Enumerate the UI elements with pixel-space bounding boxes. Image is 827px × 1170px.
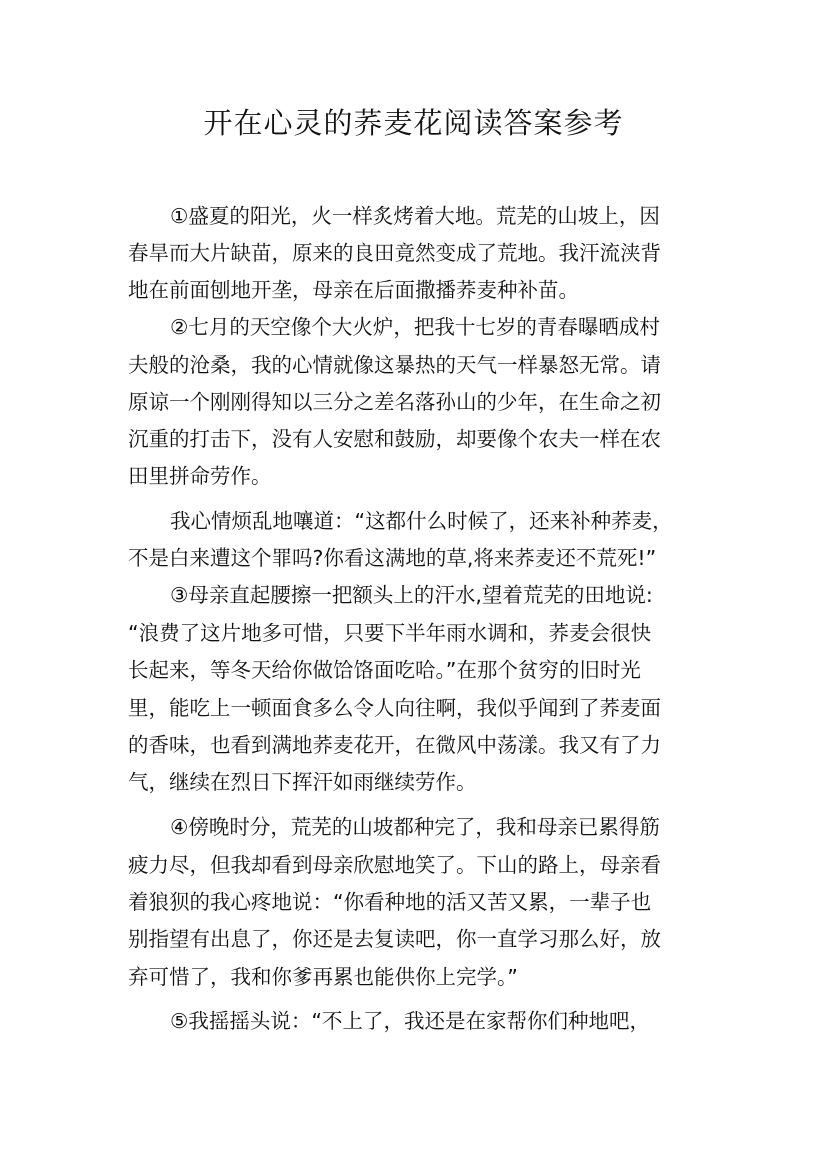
text-line: 着狼狈的我心疼地说：“你看种地的活又苦又累，一辈子也 [128,890,652,914]
text-line: 地在前面刨地开垄，母亲在后面撒播荞麦种补苗。 [128,278,579,302]
text-line: 里，能吃上一顿面食多么令人向往啊，我似乎闻到了荞麦面 [128,696,661,720]
text-line: 田里拼命劳作。 [128,464,272,488]
text-line: ③母亲直起腰擦一把额头上的汗水,望着荒芜的田地说: [170,583,653,607]
text-line: 我心情烦乱地嚷道：“这都什么时候了，还来补种荞麦， [170,509,673,533]
text-line: 长起来，等冬天给你做饸饹面吃哈。”在那个贫穷的旧时光 [128,658,641,682]
text-line: ②七月的天空像个大火炉，把我十七岁的青春曝晒成村 [170,315,660,339]
text-line: 夫般的沧桑，我的心情就像这暴热的天气一样暴怒无常。请 [128,353,661,377]
text-line: 弃可惜了，我和你爹再累也能供你上完学。” [128,965,518,989]
text-line: 疲力尽，但我却看到母亲欣慰地笑了。下山的路上，母亲看 [128,853,661,877]
text-line: 的香味，也看到满地荞麦花开，在微风中荡漾。我又有了力 [128,733,661,757]
text-line: 沉重的打击下，没有人安慰和鼓励，却要像个农夫一样在农 [128,427,661,451]
text-line: “浪费了这片地多可惜，只要下半年雨水调和，荞麦会很快 [128,621,652,645]
document-title: 开在心灵的荞麦花阅读答案参考 [203,106,624,140]
text-line: 春旱而大片缺苗，原来的良田竟然变成了荒地。我汗流浃背 [128,241,661,265]
text-line: 不是白来遭这个罪吗?你看这满地的草,将来荞麦还不荒死!” [128,546,657,570]
text-line: ⑤我摇摇头说：“不上了，我还是在家帮你们种地吧， [170,1009,650,1033]
text-line: ④傍晚时分，荒芜的山坡都种完了，我和母亲已累得筋 [170,815,660,839]
text-line: ①盛夏的阳光，火一样炙烤着大地。荒芜的山坡上，因 [170,204,660,228]
text-line: 别指望有出息了，你还是去复读吧，你一直学习那么好，放 [128,927,661,951]
text-line: 原谅一个刚刚得知以三分之差名落孙山的少年，在生命之初 [128,390,661,414]
text-line: 气，继续在烈日下挥汗如雨继续劳作。 [128,770,477,794]
